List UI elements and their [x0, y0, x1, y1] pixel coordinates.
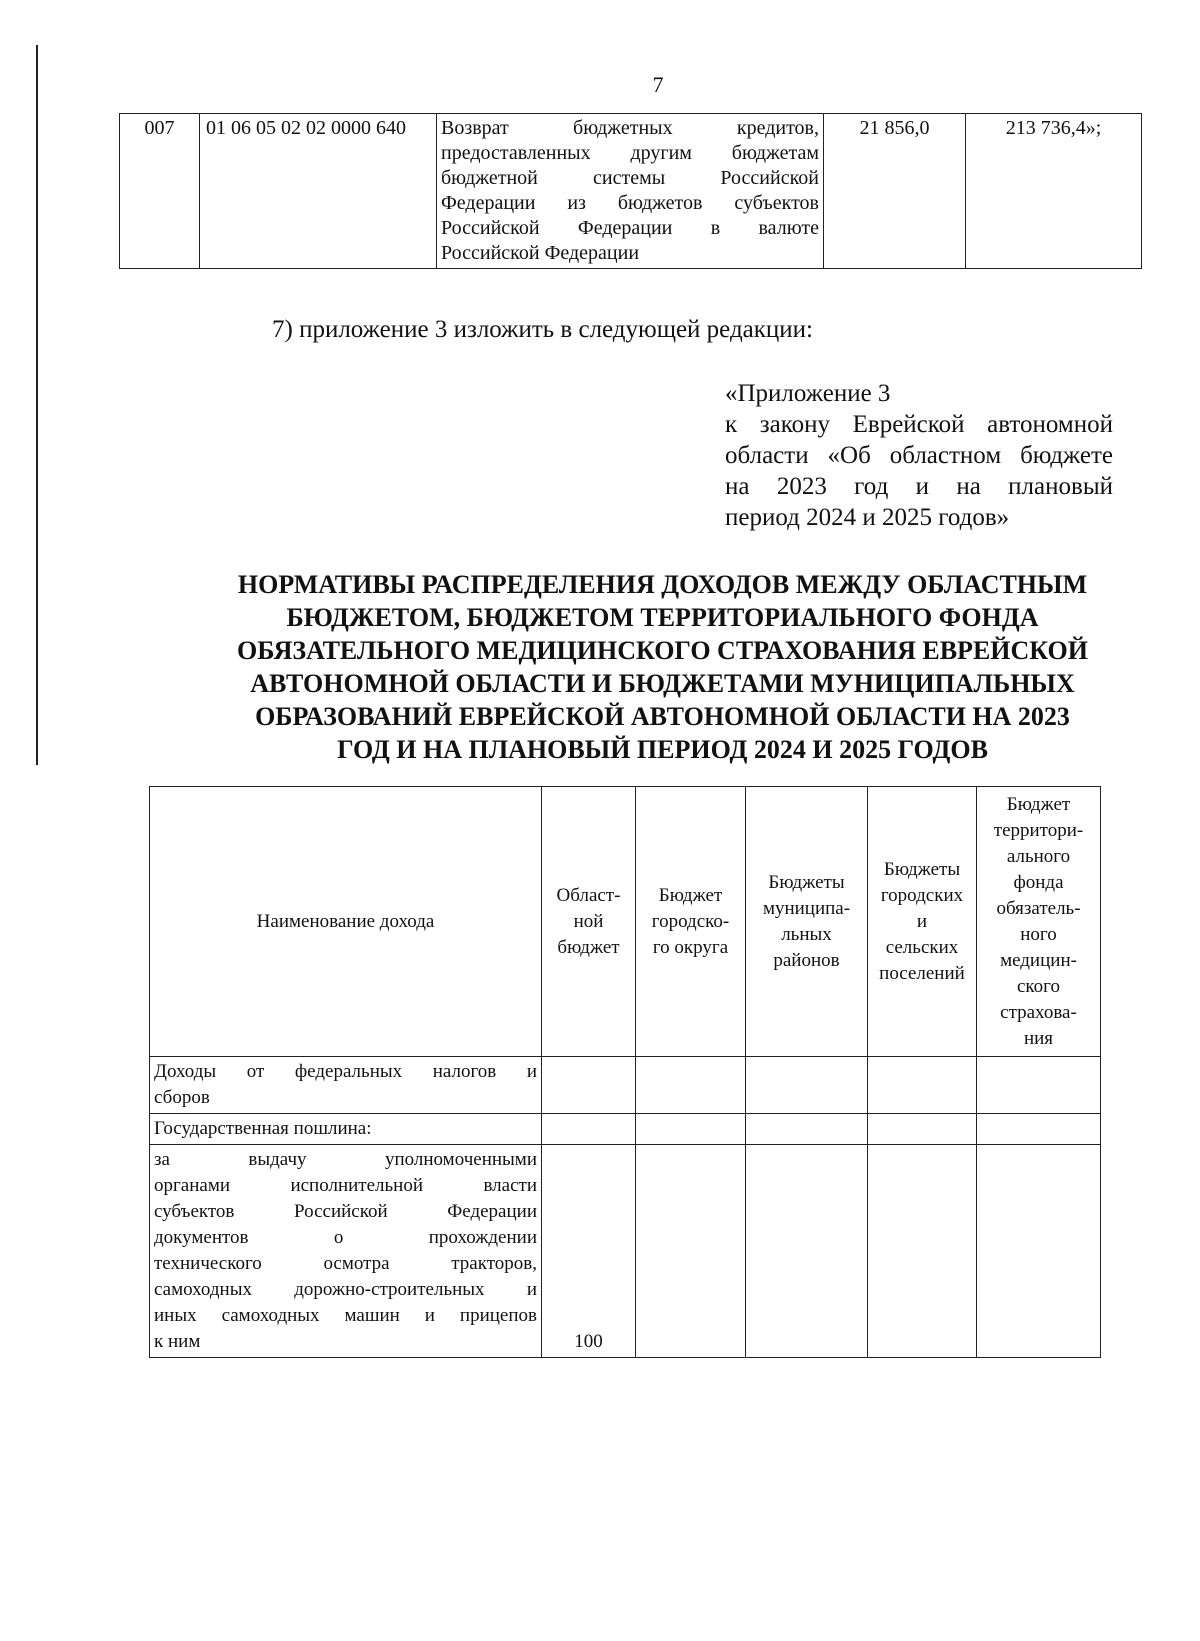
heading-line: НОРМАТИВЫ РАСПРЕДЕЛЕНИЯ ДОХОДОВ МЕЖДУ ОБЛАСТНЫМ — [237, 570, 1088, 599]
empty-cell — [542, 1114, 636, 1145]
empty-cell — [636, 1145, 746, 1358]
description-cell — [437, 114, 824, 269]
left-margin-line — [36, 45, 38, 765]
empty-cell — [977, 1114, 1101, 1145]
row-line: за выдачу уполномоченными — [154, 1149, 537, 1170]
row-line: субъектов Российской Федерации — [154, 1201, 537, 1222]
appendix-line: области «Об областном бюджете — [725, 442, 1113, 469]
row-line: документов о прохождении — [154, 1227, 537, 1248]
header-line: Бюджет — [1006, 793, 1071, 815]
header-line: Област- — [556, 884, 621, 906]
empty-cell — [542, 1057, 636, 1114]
row-line: самоходных дорожно-строительных и — [154, 1279, 537, 1300]
appendix-line: «Приложение 3 — [725, 380, 891, 407]
row-line: иных самоходных машин и прицепов — [154, 1305, 537, 1326]
header-line: страхова- — [1000, 1001, 1077, 1023]
header-line: ния — [1023, 1027, 1054, 1049]
revenue-table — [149, 786, 1101, 1358]
desc-line: бюджетной системы Российской — [441, 167, 819, 189]
header-line: обязатель- — [996, 897, 1081, 919]
header-line: ного — [1020, 923, 1057, 945]
row-value-regional: 100 — [542, 1145, 636, 1358]
header-municipal-districts-budgets — [746, 787, 868, 1057]
appendix-line: к закону Еврейской автономной — [725, 411, 1113, 438]
empty-cell — [868, 1114, 977, 1145]
header-line: го округа — [652, 936, 729, 958]
page-number: 7 — [652, 72, 664, 97]
header-line: Бюджет — [658, 884, 723, 906]
row-line: органами исполнительной власти — [154, 1175, 537, 1196]
empty-cell — [746, 1114, 868, 1145]
header-line: медицин- — [1000, 949, 1077, 971]
header-line: и — [916, 910, 928, 932]
top-table — [119, 113, 1142, 269]
row-federal-taxes — [150, 1057, 542, 1114]
header-line: ной — [573, 910, 604, 932]
desc-line: Российской Федерации в валюте — [441, 217, 819, 239]
heading-line: ОБЯЗАТЕЛЬНОГО МЕДИЦИНСКОГО СТРАХОВАНИЯ ЕВРЕЙСКОЙ — [237, 636, 1088, 665]
header-income-name — [150, 787, 542, 1057]
row-state-duty: Государственная пошлина: — [150, 1114, 542, 1145]
kbk-code-cell: 01 06 05 02 02 0000 640 — [200, 114, 437, 269]
header-regional-budget — [542, 787, 636, 1057]
table-header-row — [150, 787, 1101, 1057]
header-line: ского — [1016, 975, 1061, 997]
desc-line: Федерации из бюджетов субъектов — [441, 192, 819, 214]
desc-line: Российской Федерации — [441, 242, 640, 264]
document-heading — [185, 568, 1140, 766]
header-line: ального — [1006, 845, 1071, 867]
header-line: бюджет — [557, 936, 620, 958]
header-line: Бюджеты — [768, 871, 845, 893]
value-2024-cell: 213 736,4»; — [966, 114, 1142, 269]
table-row — [120, 114, 1142, 269]
empty-cell — [868, 1145, 977, 1358]
table-row — [150, 1114, 1101, 1145]
heading-line: БЮДЖЕТОМ, БЮДЖЕТОМ ТЕРРИТОРИАЛЬНОГО ФОНДА — [286, 603, 1039, 632]
header-line: фонда — [1013, 871, 1064, 893]
header-line: городско- — [651, 910, 730, 932]
header-settlements-budgets — [868, 787, 977, 1057]
row-line: к ним — [154, 1331, 201, 1352]
header-line: городских — [880, 884, 964, 906]
empty-cell — [636, 1114, 746, 1145]
empty-cell — [977, 1057, 1101, 1114]
code-cell: 007 — [120, 114, 200, 269]
table-row — [150, 1145, 1101, 1358]
empty-cell — [746, 1057, 868, 1114]
value-2023-cell: 21 856,0 — [824, 114, 966, 269]
instruction-text: 7) приложение 3 изложить в следующей редакции: — [272, 316, 813, 343]
empty-cell — [636, 1057, 746, 1114]
heading-line: ОБРАЗОВАНИЙ ЕВРЕЙСКОЙ АВТОНОМНОЙ ОБЛАСТИ НА 2023 — [255, 702, 1070, 731]
row-line: сборов — [154, 1087, 210, 1108]
empty-cell — [868, 1057, 977, 1114]
header-line: льных — [781, 923, 832, 945]
desc-line: Возврат бюджетных кредитов, — [441, 117, 819, 139]
appendix-line: период 2024 и 2025 годов» — [725, 504, 1010, 531]
heading-line: ГОД И НА ПЛАНОВЫЙ ПЕРИОД 2024 И 2025 ГОДОВ — [337, 735, 988, 764]
header-line: сельских — [885, 936, 959, 958]
desc-line: предоставленных другим бюджетам — [441, 142, 819, 164]
empty-cell — [746, 1145, 868, 1358]
row-line: Доходы от федеральных налогов и — [154, 1061, 537, 1082]
header-medical-insurance-fund — [977, 787, 1101, 1057]
table-row — [150, 1057, 1101, 1114]
row-line: технического осмотра тракторов, — [154, 1253, 537, 1274]
header-line: территори- — [993, 819, 1084, 841]
header-city-district-budget — [636, 787, 746, 1057]
appendix-line: на 2023 год и на плановый — [725, 473, 1113, 500]
header-line: поселений — [879, 962, 965, 984]
heading-line: АВТОНОМНОЙ ОБЛАСТИ И БЮДЖЕТАМИ МУНИЦИПАЛЬНЫХ — [250, 669, 1075, 698]
empty-cell — [977, 1145, 1101, 1358]
header-line: Бюджеты — [883, 858, 961, 880]
row-tech-inspection-docs — [150, 1145, 542, 1358]
header-line: районов — [773, 949, 840, 971]
header-line: муниципа- — [762, 897, 851, 919]
header-line: Наименование дохода — [256, 910, 435, 932]
appendix-block — [725, 378, 1113, 533]
